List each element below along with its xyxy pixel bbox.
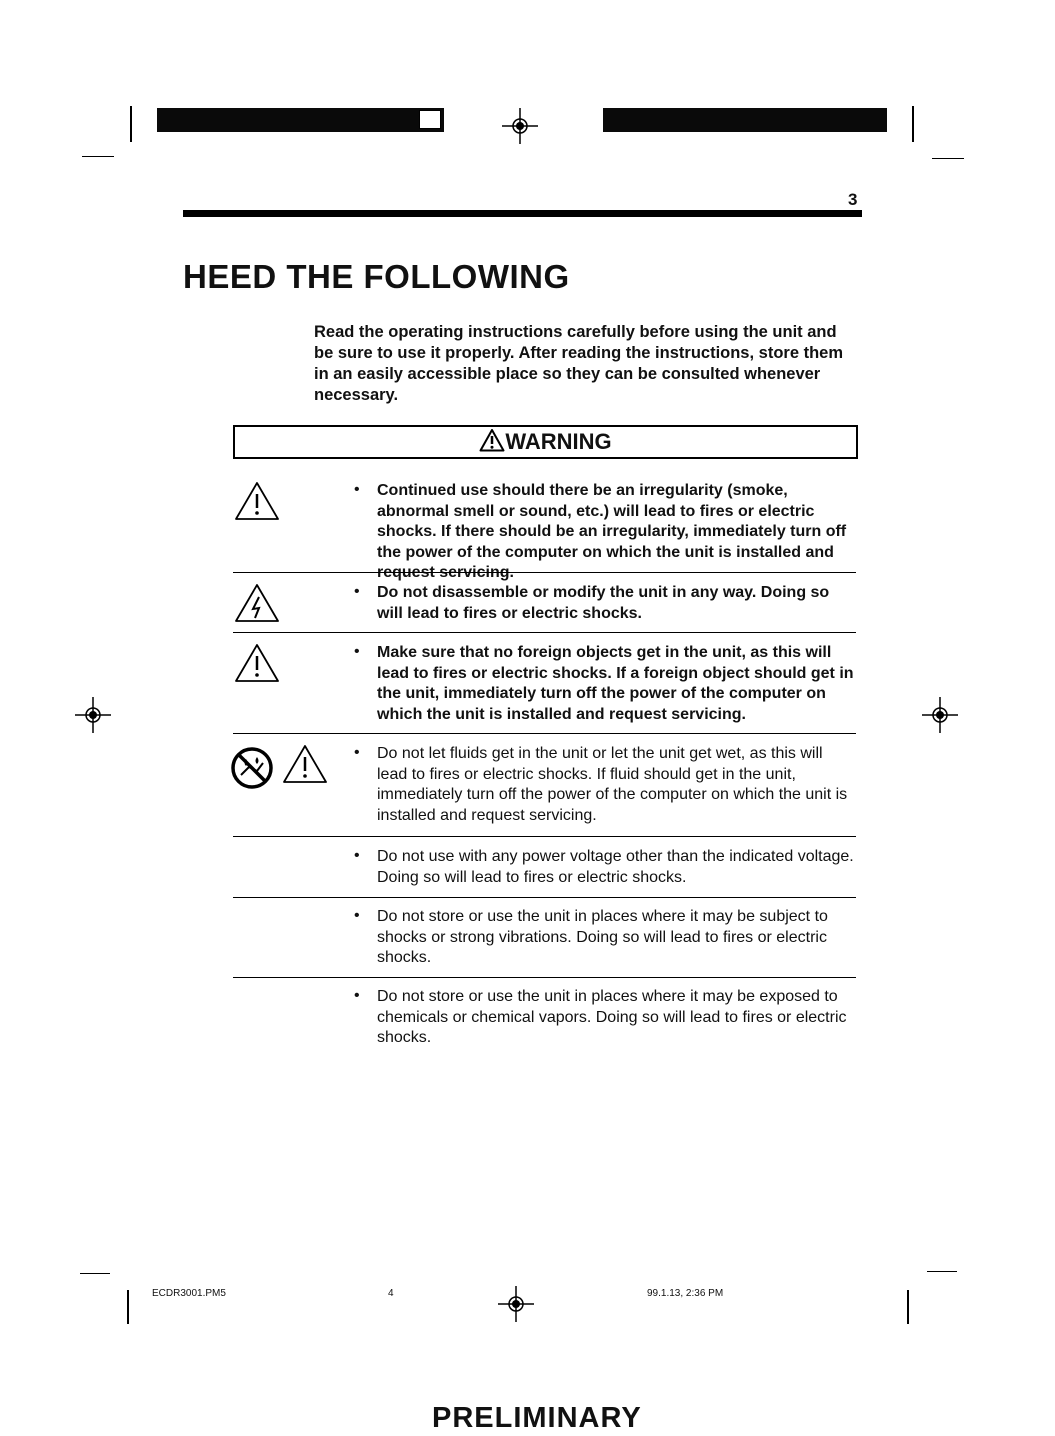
warning-header-box <box>233 425 858 459</box>
intro-paragraph: Read the operating instructions carefully before using the unit and be sure to use it properly. After reading the instructions, store them in an easily accessible place so they can be consulted whenever necessary. <box>314 323 844 404</box>
page-title: HEED THE FOLLOWING <box>183 258 570 295</box>
crop-mark <box>127 1290 129 1324</box>
warning-text: Do not store or use the unit in places where it may be subject to shocks or strong vibrations. Doing so will lead to fires or electric shocks. <box>377 908 828 966</box>
warning-triangle-icon <box>233 642 281 684</box>
item-separator <box>233 897 856 898</box>
top-registration-bar-right <box>603 108 887 132</box>
bullet: • <box>354 847 360 864</box>
crop-mark <box>907 1290 909 1324</box>
warning-text: Do not store or use the unit in places where it may be exposed to chemicals or chemical vapors. Doing so will lead to fires or electric shocks. <box>377 988 847 1046</box>
warning-item <box>233 733 856 835</box>
warning-triangle-icon <box>233 480 281 522</box>
bullet: • <box>354 907 360 924</box>
top-registration-bar-left <box>157 108 444 132</box>
page-number: 3 <box>848 190 858 209</box>
item-separator <box>233 836 856 837</box>
item-separator <box>233 977 856 978</box>
crop-mark <box>130 106 132 142</box>
crop-mark <box>912 106 914 142</box>
preliminary-stamp: PRELIMINARY <box>432 1402 642 1434</box>
bullet: • <box>354 744 360 761</box>
warning-item <box>233 977 856 1057</box>
crop-mark <box>82 156 114 157</box>
registration-target-icon <box>500 106 540 146</box>
warning-item <box>233 836 856 896</box>
header-rule <box>183 210 862 217</box>
electric-shock-triangle-icon <box>233 582 281 624</box>
warning-text: Continued use should there be an irregularity (smoke, abnormal smell or sound, etc.) will lead to fires or electric shocks. If there should be an irregularity, immediately turn off the power of the computer on which the unit is installed and request servicing. <box>377 482 847 581</box>
bullet: • <box>354 643 360 660</box>
warning-triangle-icon <box>281 743 329 785</box>
crop-mark <box>927 1271 957 1272</box>
warning-item <box>233 480 856 581</box>
warning-item <box>233 897 856 977</box>
warning-text: Do not disassemble or modify the unit in any way. Doing so will lead to fires or electric shocks. <box>377 584 830 622</box>
crop-mark <box>80 1273 110 1274</box>
crop-mark <box>932 158 964 159</box>
item-separator <box>233 733 856 734</box>
warning-text: Do not let fluids get in the unit or let the unit get wet, as this will lead to fires or electric shocks. If fluid should get in the unit, immediately turn off the power of the computer on which the unit is installed and request servicing. <box>377 745 848 824</box>
warning-item <box>233 632 856 732</box>
top-registration-box-left <box>419 110 441 129</box>
bullet: • <box>354 583 360 600</box>
footer-page: 4 <box>388 1288 394 1299</box>
warning-text: Make sure that no foreign objects get in the unit, as this will lead to fires or electric shocks. If a foreign object should get in the unit, immediately turn off the power of the computer on which the unit is installed and request servicing. <box>377 644 854 723</box>
warning-label: WARNING <box>505 429 612 454</box>
bullet: • <box>354 987 360 1004</box>
bullet: • <box>354 481 360 498</box>
warning-item <box>233 572 856 632</box>
footer-filename: ECDR3001.PM5 <box>152 1288 226 1299</box>
registration-target-icon <box>496 1284 536 1324</box>
registration-target-icon <box>920 695 960 735</box>
no-water-icon <box>229 745 275 791</box>
item-separator <box>233 632 856 633</box>
warning-triangle-icon <box>479 428 505 452</box>
registration-target-icon <box>73 695 113 735</box>
item-separator <box>233 572 856 573</box>
warning-heading <box>479 429 611 454</box>
footer-timestamp: 99.1.13, 2:36 PM <box>647 1288 724 1299</box>
warning-text: Do not use with any power voltage other than the indicated voltage. Doing so will lead to fires or electric shocks. <box>377 848 854 886</box>
